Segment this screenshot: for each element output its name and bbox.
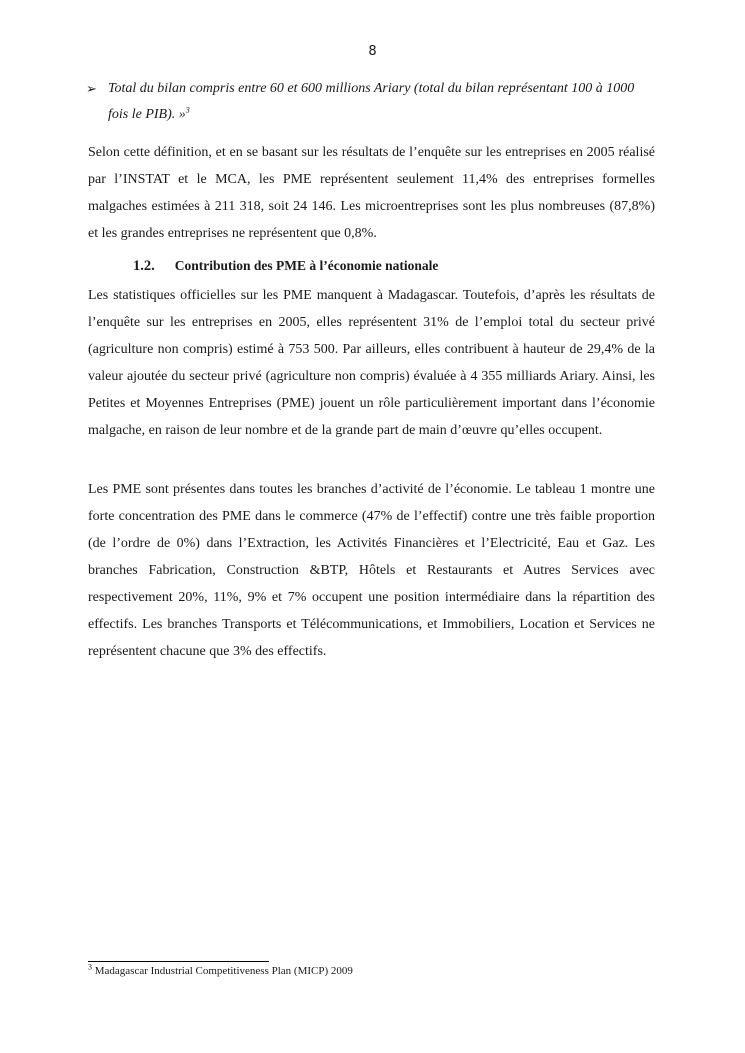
section-title: Contribution des PME à l’économie nationale <box>174 258 439 273</box>
bullet-item <box>86 76 656 128</box>
paragraph-branches: Les PME sont présentes dans toutes les branches d’activité de l’économie. Le tableau 1 montre une forte concentration des PME dans le commerce (47% de l’effectif) contre une très faible proportion (de l’ordre de 0%) dans l’Extraction, les Activités Financières et l’Electricité, Eau et Gaz. Les branches Fabrication, Construction &BTP, Hôtels et Restaurants et Autres Services avec respectivement 20%, 11%, 9% et 7% occupent une position intermédiaire dans la répartition des effectifs. Les branches Transports et Télécommunications, et Immobiliers, Location et Services ne représentent chacune que 3% des effectifs. <box>88 482 655 659</box>
footnote <box>88 962 353 977</box>
footnote-text: Madagascar Industrial Competitiveness Plan (MICP) 2009 <box>94 965 353 977</box>
section-number: 1.2. <box>133 258 155 274</box>
section-heading <box>133 258 438 275</box>
footnote-number: 3 <box>88 962 92 972</box>
arrow-bullet-icon: ➢ <box>86 81 97 96</box>
footnote-ref: 3 <box>185 105 190 115</box>
page-number: 8 <box>368 44 377 59</box>
bullet-text: Total du bilan compris entre 60 et 600 millions Ariary (total du bilan représentant 100 à 1000 fois le PIB). » <box>108 81 635 122</box>
paragraph-contribution: Les statistiques officielles sur les PME manquent à Madagascar. Toutefois, d’après les résultats de l’enquête sur les entreprises en 2005, elles représentent 31% de l’emploi total du secteur privé (agriculture non compris) estimé à 753 500. Par ailleurs, elles contribuent à hauteur de 29,4% de la valeur ajoutée du secteur privé (agriculture non compris) évaluée à 4 355 milliards Ariary. Ainsi, les Petites et Moyennes Entreprises (PME) jouent un rôle particulièrement important dans l’économie malgache, en raison de leur nombre et de la grande part de main d’œuvre qu’elles occupent. <box>88 288 655 438</box>
footnote-separator <box>88 961 269 962</box>
paragraph-definition: Selon cette définition, et en se basant sur les résultats de l’enquête sur les entreprises en 2005 réalisé par l’INSTAT et le MCA, les PME représentent seulement 11,4% des entreprises formelles malgaches estimées à 211 318, soit 24 146. Les microentreprises sont les plus nombreuses (87,8%) et les grandes entreprises ne représentent que 0,8%. <box>88 145 655 241</box>
